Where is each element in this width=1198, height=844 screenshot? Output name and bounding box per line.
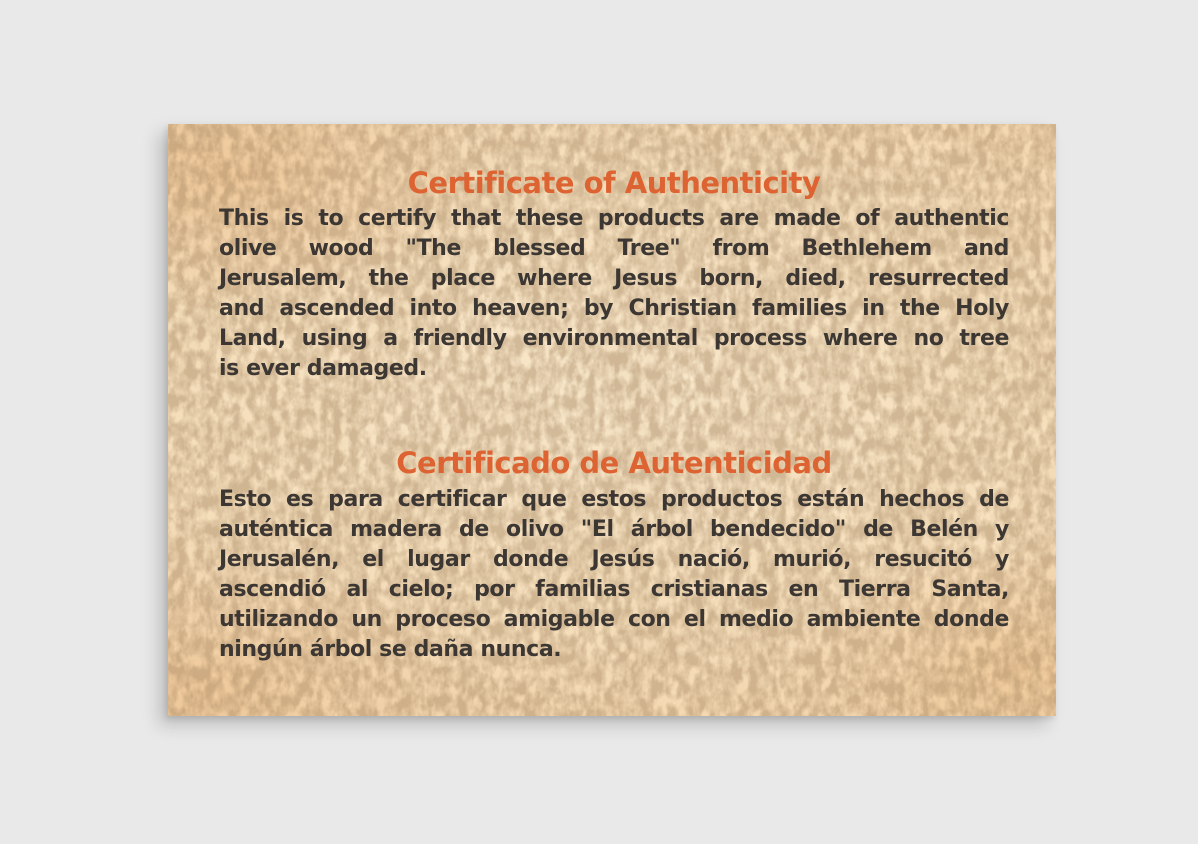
text-line: utilizando un proceso amigable con el medio ambiente donde [219, 607, 1009, 632]
text-line: Jerusalén, el lugar donde Jesús nació, murió, resucitó y [219, 547, 1009, 572]
text-line: Land, using a friendly environmental process where no tree [219, 326, 1009, 351]
text-line: Jerusalem, the place where Jesus born, died, resurrected [219, 266, 1009, 291]
text-line: olive wood "The blessed Tree" from Bethlehem and [219, 236, 1009, 261]
text-line: This is to certify that these products are made of authentic [219, 206, 1009, 231]
english-paragraph [219, 204, 1009, 384]
english-title: Certificate of Authenticity [407, 166, 821, 200]
text-line: auténtica madera de olivo "El árbol bendecido" de Belén y [219, 517, 1009, 542]
text-line: is ever damaged. [219, 356, 427, 381]
certificate-content [219, 124, 1009, 716]
spanish-paragraph [219, 485, 1009, 665]
text-line: ascendió al cielo; por familias cristianas en Tierra Santa, [219, 577, 1009, 602]
text-line: and ascended into heaven; by Christian families in the Holy [219, 296, 1009, 321]
certificate-card [168, 124, 1056, 716]
text-line: Esto es para certificar que estos productos están hechos de [219, 487, 1009, 512]
text-line: ningún árbol se daña nunca. [219, 637, 562, 662]
spanish-title: Certificado de Autenticidad [396, 446, 832, 480]
